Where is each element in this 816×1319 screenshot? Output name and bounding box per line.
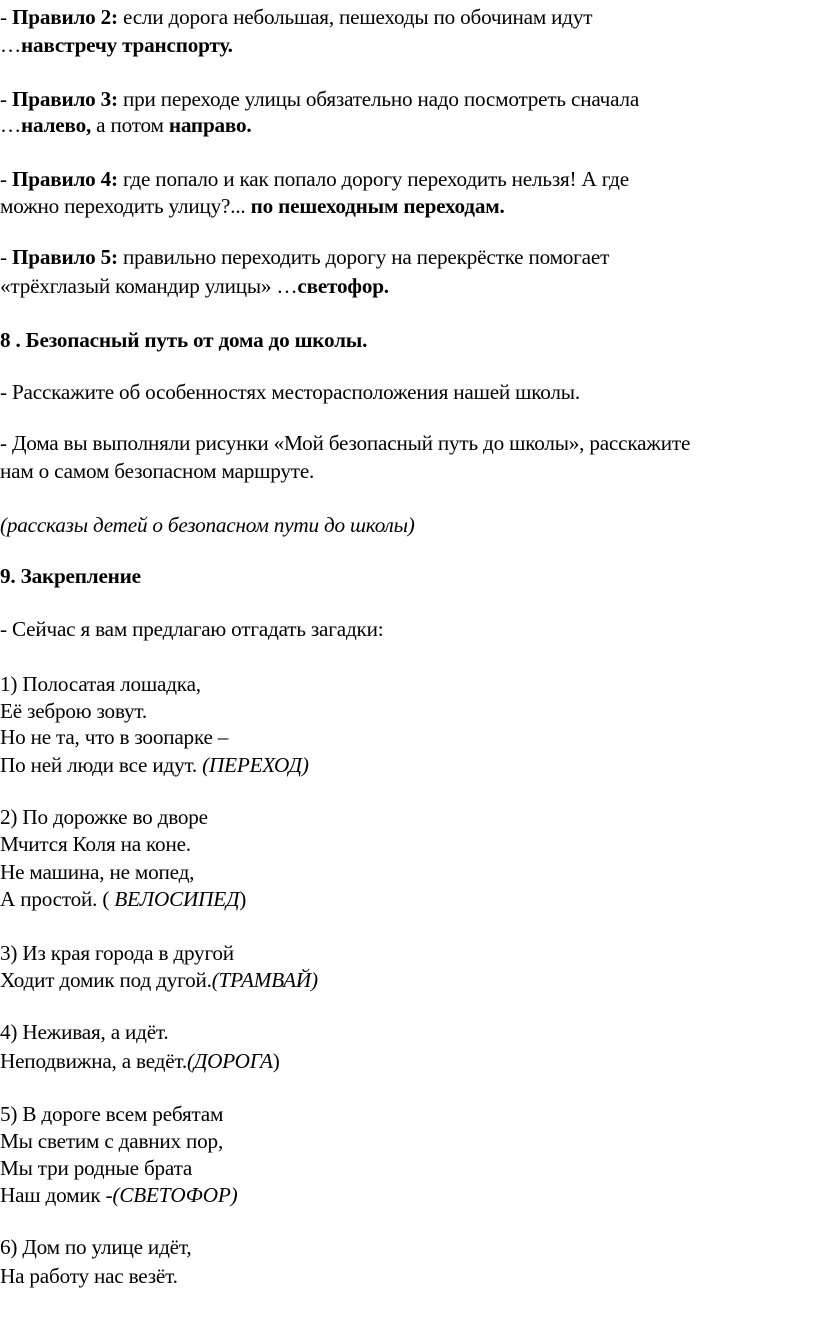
section-9-intro: - Сейчас я вам предлагаю отгадать загадки: — [0, 617, 384, 641]
riddle-1-line-2: Её зеброю зовут. — [0, 699, 147, 723]
riddle-3-line-2 — [0, 965, 318, 995]
rule-3-answer-1: налево, — [21, 113, 92, 137]
rule-4-line-2 — [0, 191, 505, 221]
rule-5-label: Правило 5: — [11, 245, 118, 269]
riddle-4-answer: (ДОРОГА — [186, 1049, 273, 1073]
riddle-2-line-4 — [0, 884, 246, 914]
riddle-5-text: Наш домик - — [0, 1183, 113, 1207]
riddle-2-tail: ) — [239, 887, 247, 911]
section-8-note: (рассказы детей о безопасном пути до школы) — [0, 513, 415, 537]
riddle-5-line-4 — [0, 1180, 238, 1210]
rule-5-text: правильно переходить дорогу на перекрёстке помогает — [117, 245, 610, 269]
section-8-heading: 8 . Безопасный путь от дома до школы. — [0, 328, 368, 352]
rule-2-line-1 — [0, 2, 592, 32]
riddle-1-line-1: 1) Полосатая лошадка, — [0, 672, 201, 696]
rule-5-line-2 — [0, 271, 389, 301]
riddle-6-line-2: На работу нас везёт. — [0, 1264, 178, 1288]
section-8-question-2-line-1: - Дома вы выполняли рисунки «Мой безопасный путь до школы», расскажите — [0, 431, 691, 455]
rule-2-ellipsis: … — [0, 33, 21, 57]
rule-3-answer-2: направо. — [168, 113, 252, 137]
rule-2-text: если дорога небольшая, пешеходы по обочинам идут — [117, 5, 593, 29]
riddle-3-line-1: 3) Из края города в другой — [0, 941, 234, 965]
riddle-5-line-1: 5) В дороге всем ребятам — [0, 1102, 224, 1126]
rule-3-ellipsis: … — [0, 113, 21, 137]
rule-4-text-2: можно переходить улицу?... — [0, 194, 251, 218]
section-8-question-2-line-2: нам о самом безопасном маршруте. — [0, 459, 315, 483]
riddle-3-answer: (ТРАМВАЙ) — [211, 968, 318, 992]
rule-2-answer: навстречу транспорту. — [21, 33, 233, 57]
rule-3-line-2 — [0, 110, 252, 140]
rule-5-answer: светофор. — [297, 274, 389, 298]
rule-5-line-1 — [0, 242, 609, 272]
rule-4-line-1 — [0, 164, 629, 194]
rule-4-dash: - — [0, 167, 12, 191]
riddle-4-line-1: 4) Неживая, а идёт. — [0, 1020, 169, 1044]
riddle-5-answer: (СВЕТОФОР) — [112, 1183, 238, 1207]
riddle-2-line-1: 2) По дорожке во дворе — [0, 805, 208, 829]
riddle-1-text: По ней люди все идут. — [0, 753, 203, 777]
riddle-1-answer: (ПЕРЕХОД) — [202, 753, 309, 777]
riddle-1-line-4 — [0, 750, 309, 780]
riddle-5-line-3: Мы три родные брата — [0, 1156, 193, 1180]
riddle-2-line-3: Не машина, не мопед, — [0, 860, 195, 884]
riddle-2-answer: ВЕЛОСИПЕД — [114, 887, 240, 911]
riddle-3-text: Ходит домик под дугой. — [0, 968, 212, 992]
rule-5-dash: - — [0, 245, 12, 269]
riddle-5-line-2: Мы светим с давних пор, — [0, 1129, 224, 1153]
riddle-4-line-2 — [0, 1046, 280, 1076]
riddle-4-text: Неподвижна, а ведёт. — [0, 1049, 187, 1073]
section-8-question-1: - Расскажите об особенностях месторасположения нашей школы. — [0, 380, 580, 404]
rule-3-dash: - — [0, 87, 12, 111]
rule-4-label: Правило 4: — [11, 167, 118, 191]
rule-2-line-2 — [0, 30, 233, 60]
riddle-2-text: А простой. ( — [0, 887, 115, 911]
riddle-1-line-3: Но не та, что в зоопарке – — [0, 725, 229, 749]
section-9-heading: 9. Закрепление — [0, 564, 141, 588]
rule-2-label: Правило 2: — [11, 5, 118, 29]
rule-4-answer: по пешеходным переходам. — [250, 194, 505, 218]
rule-3-label: Правило 3: — [11, 87, 118, 111]
riddle-2-line-2: Мчится Коля на коне. — [0, 832, 191, 856]
rule-3-mid: а потом — [91, 113, 169, 137]
riddle-6-line-1: 6) Дом по улице идёт, — [0, 1235, 192, 1259]
rule-2-dash: - — [0, 5, 12, 29]
rule-5-text-2: «трёхглазый командир улицы» … — [0, 274, 298, 298]
rule-4-text: где попало и как попало дорогу переходить нельзя! А где — [117, 167, 629, 191]
riddle-4-tail: ) — [272, 1049, 280, 1073]
rule-3-text: при переходе улицы обязательно надо посмотреть сначала — [117, 87, 640, 111]
